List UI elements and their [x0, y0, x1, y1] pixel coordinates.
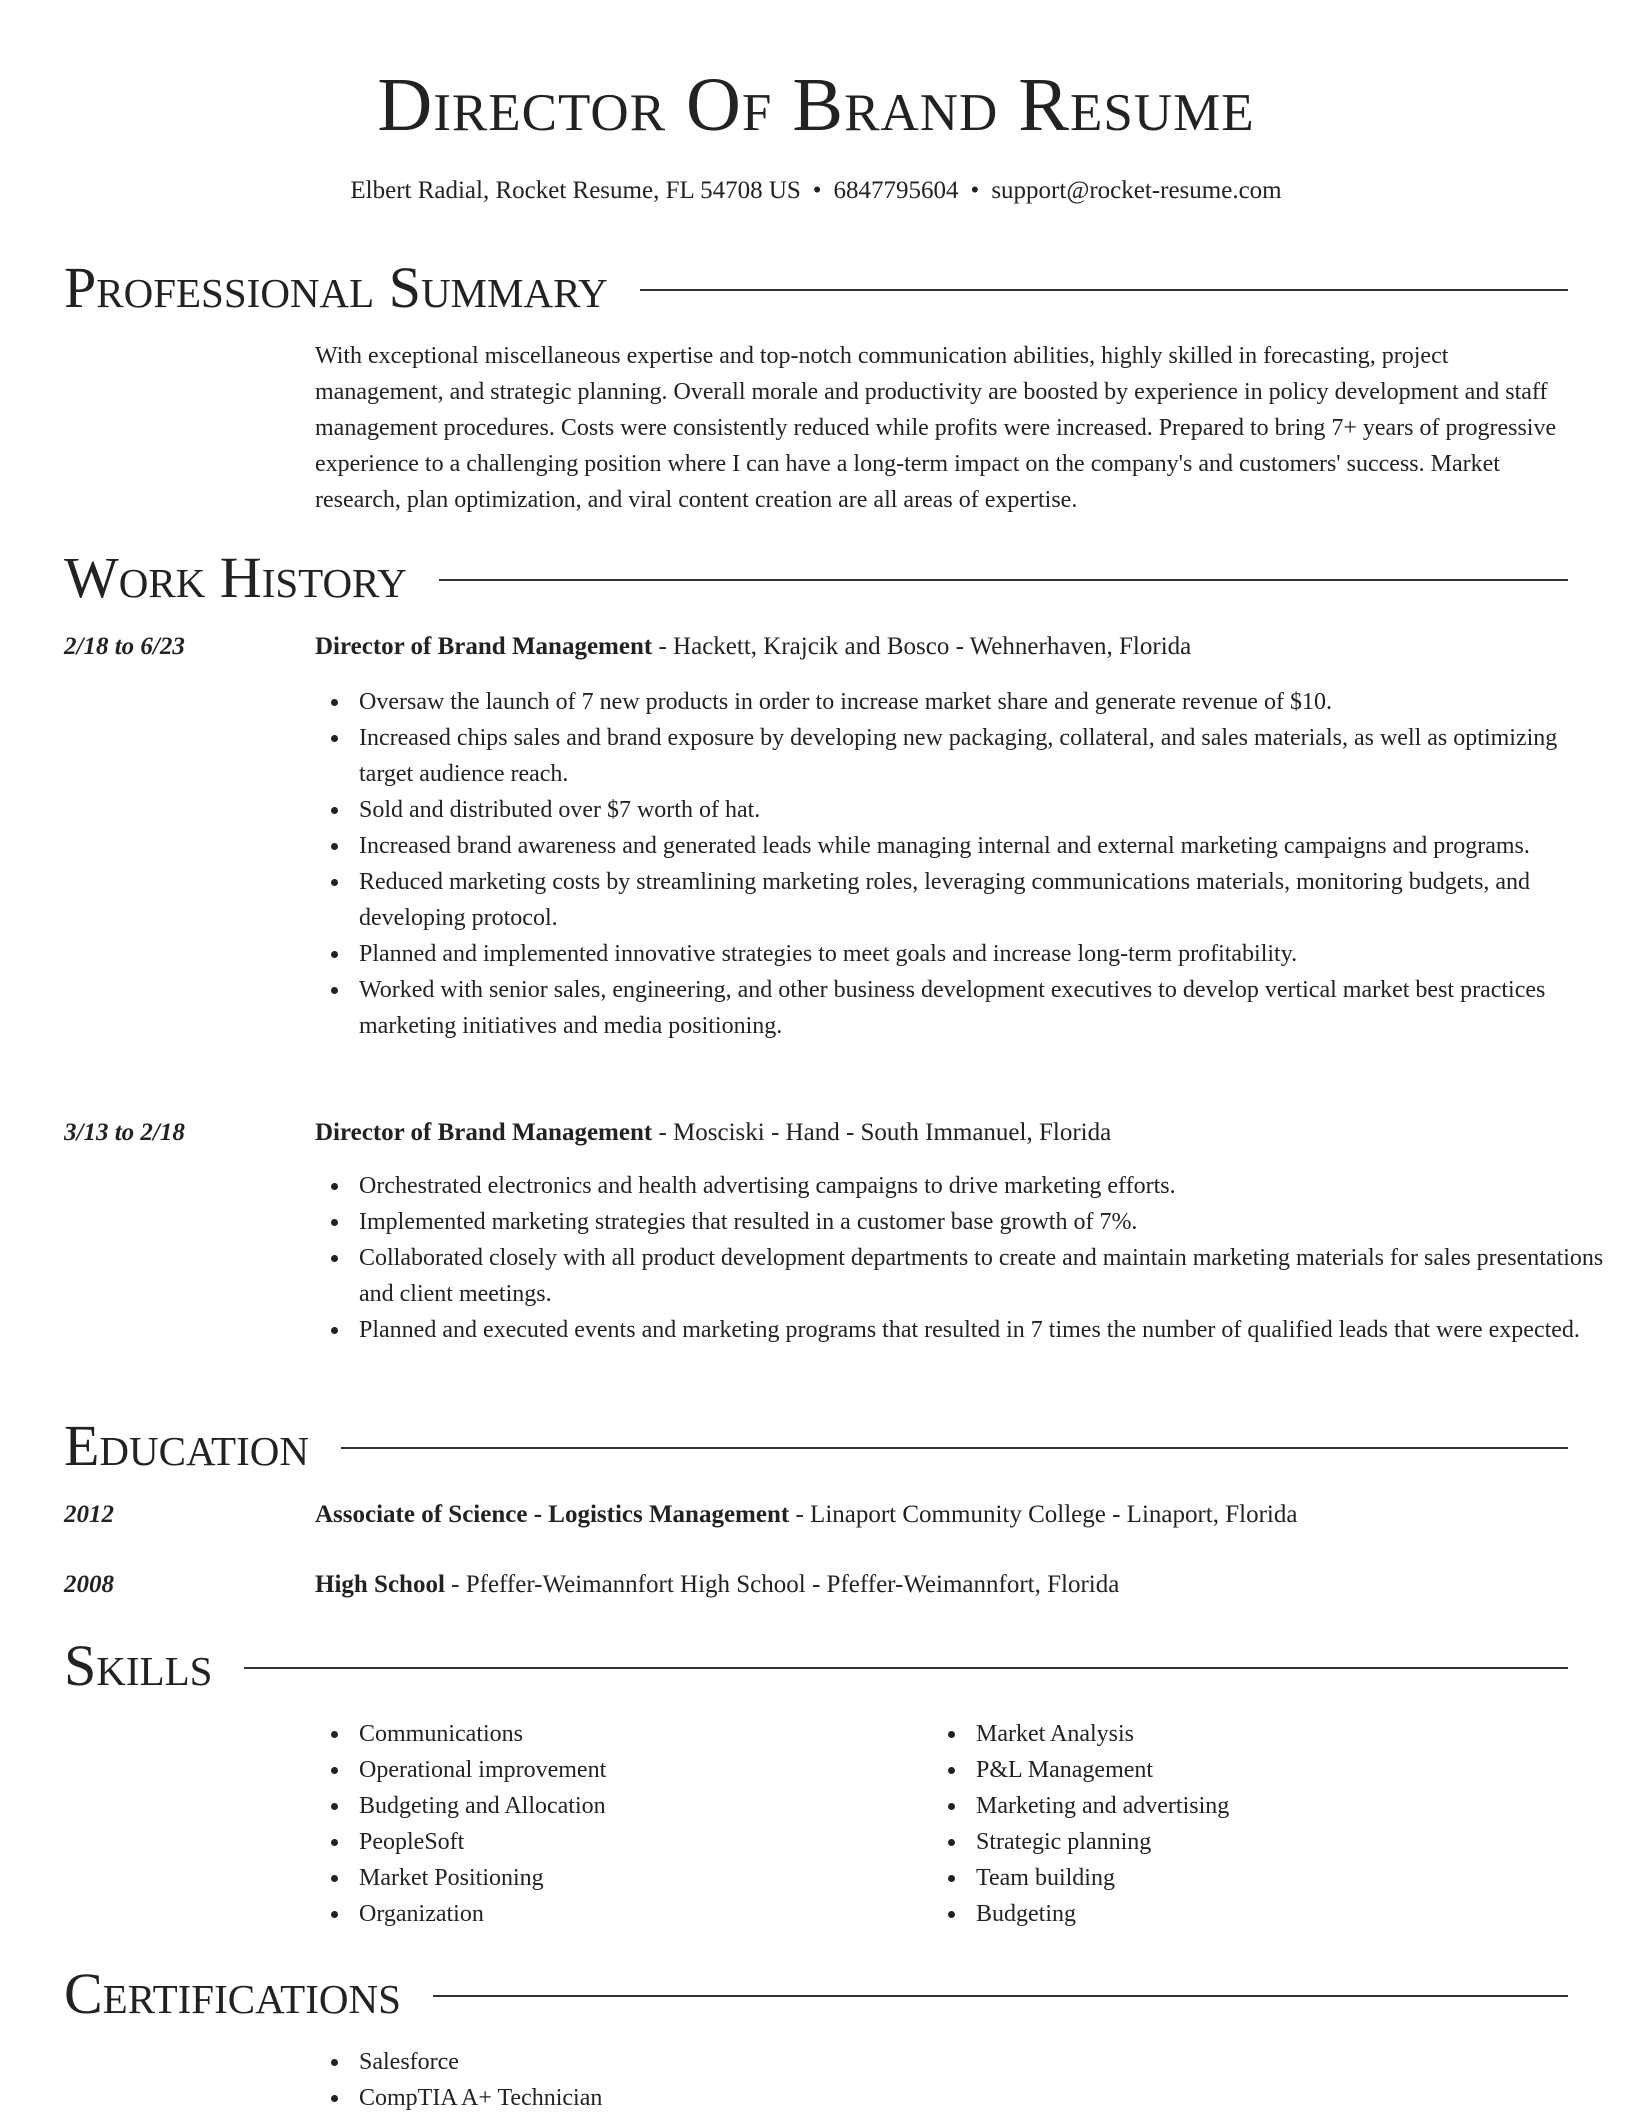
section-title: Professional Summary [64, 255, 608, 320]
job-details: - Hackett, Krajcik and Bosco - Wehnerhaven, Florida [652, 633, 1192, 660]
section-header-education [64, 1414, 1568, 1478]
certifications-list [315, 2044, 1609, 2116]
list-item: Collaborated closely with all product development departments to create and maintain marketing materials for sales presentations and client meetings. [359, 1240, 1609, 1312]
job-bullets [315, 684, 1609, 1044]
job-dates: 3/13 to 2/18 [64, 1119, 185, 1146]
section-title: Education [64, 1413, 309, 1478]
section-divider [439, 579, 1568, 581]
skill-item: Strategic planning [976, 1824, 1536, 1860]
skill-item: Budgeting and Allocation [359, 1788, 919, 1824]
section-divider [341, 1447, 1568, 1449]
skill-item: Budgeting [976, 1896, 1536, 1932]
skills-list-right [932, 1716, 1536, 1932]
list-item: Orchestrated electronics and health advertising campaigns to drive marketing efforts. [359, 1168, 1609, 1204]
skill-item: Market Analysis [976, 1716, 1536, 1752]
skill-item: Market Positioning [359, 1860, 919, 1896]
skill-item: Operational improvement [359, 1752, 919, 1788]
certification-item: CompTIA A+ Technician [359, 2080, 1609, 2116]
contact-line [0, 174, 1632, 208]
contact-email: support@rocket-resume.com [991, 177, 1282, 204]
contact-separator: • [970, 177, 980, 204]
education-year: 2008 [64, 1571, 114, 1598]
skill-item: Marketing and advertising [976, 1788, 1536, 1824]
section-header-summary [64, 256, 1568, 320]
section-divider [433, 1995, 1568, 1997]
contact-phone: 6847795604 [833, 177, 959, 204]
skill-item: Team building [976, 1860, 1536, 1896]
job-title: Director of Brand Management [315, 633, 653, 660]
list-item: Increased chips sales and brand exposure by developing new packaging, collateral, and sales materials, as well as optimizing target audience reach. [359, 720, 1609, 792]
list-item: Increased brand awareness and generated leads while managing internal and external marketing campaigns and programs. [359, 828, 1609, 864]
list-item: Reduced marketing costs by streamlining marketing roles, leveraging communications materials, monitoring budgets, and developing protocol. [359, 864, 1609, 936]
job-bullets [315, 1168, 1609, 1348]
list-item: Planned and implemented innovative strategies to meet goals and increase long-term profitability. [359, 936, 1609, 972]
education-year: 2012 [64, 1501, 114, 1528]
job-heading [315, 1116, 1565, 1150]
certification-item: Salesforce [359, 2044, 1609, 2080]
section-title: Work History [64, 545, 407, 610]
education-entry [315, 1568, 1565, 1602]
education-entry [315, 1498, 1565, 1532]
job-dates: 2/18 to 6/23 [64, 633, 185, 660]
list-item: Worked with senior sales, engineering, and other business development executives to develop vertical market best practices marketing initiatives and media positioning. [359, 972, 1609, 1044]
section-divider [640, 289, 1568, 291]
section-header-skills [64, 1634, 1568, 1698]
skill-item: Communications [359, 1716, 919, 1752]
summary-text: With exceptional miscellaneous expertise and top-notch communication abilities, highly skilled in forecasting, project management, and strategic planning. Overall morale and productivity are boosted by experience in policy development and staff management procedures. Costs were consistently reduced while profits were increased. Prepared to bring 7+ years of progressive experience to a challenging position where I can have a long-term impact on the company's and customers' success. Market research, plan optimization, and viral content creation are all areas of expertise. [315, 343, 1557, 513]
education-details: - Linaport Community College - Linaport, Florida [789, 1501, 1298, 1528]
section-header-work [64, 546, 1568, 610]
skill-item: P&L Management [976, 1752, 1536, 1788]
list-item: Oversaw the launch of 7 new products in order to increase market share and generate revenue of $10. [359, 684, 1609, 720]
resume-title: Director Of Brand Resume [377, 63, 1255, 147]
section-title: Skills [64, 1633, 213, 1698]
education-degree: Associate of Science - Logistics Management [315, 1501, 790, 1528]
skill-item: PeopleSoft [359, 1824, 919, 1860]
list-item: Planned and executed events and marketing programs that resulted in 7 times the number of qualified leads that were expected. [359, 1312, 1609, 1348]
skill-item: Organization [359, 1896, 919, 1932]
education-degree: High School [315, 1571, 445, 1598]
job-details: - Mosciski - Hand - South Immanuel, Florida [652, 1119, 1112, 1146]
section-header-certifications [64, 1962, 1568, 2026]
skills-list-left [315, 1716, 919, 1932]
section-title: Certifications [64, 1961, 401, 2026]
section-divider [244, 1667, 1568, 1669]
contact-address: Elbert Radial, Rocket Resume, FL 54708 US [350, 177, 801, 204]
contact-separator: • [812, 177, 822, 204]
education-details: - Pfeffer-Weimannfort High School - Pfeffer-Weimannfort, Florida [444, 1571, 1120, 1598]
job-title: Director of Brand Management [315, 1119, 653, 1146]
job-heading [315, 630, 1565, 664]
list-item: Implemented marketing strategies that resulted in a customer base growth of 7%. [359, 1204, 1609, 1240]
list-item: Sold and distributed over $7 worth of hat. [359, 792, 1609, 828]
